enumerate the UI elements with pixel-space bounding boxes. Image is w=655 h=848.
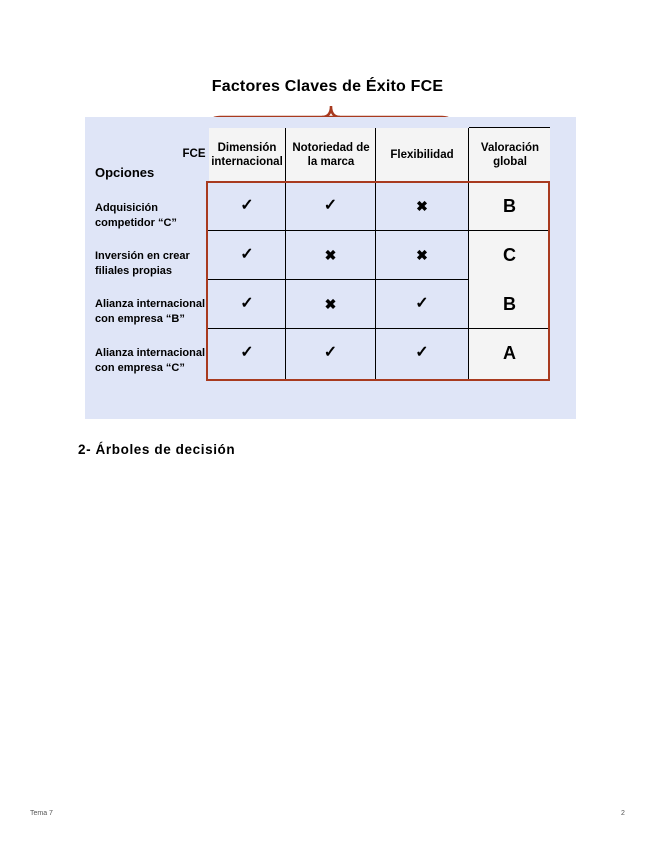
- check-mark-icon: ✓: [240, 197, 254, 214]
- check-mark-icon: ✓: [415, 344, 429, 361]
- valoracion-top-rule: [469, 127, 550, 128]
- page-number: 2: [621, 810, 625, 817]
- check-mark-icon: ✓: [240, 344, 254, 361]
- check-mark-icon: ✓: [415, 295, 429, 312]
- column-header-notoriedad: Notoriedad de la marca: [292, 142, 370, 168]
- cross-mark-icon: ✖: [416, 247, 428, 263]
- column-header-flexibilidad: Flexibilidad: [390, 149, 454, 161]
- cross-mark-icon: ✖: [416, 198, 428, 214]
- row-label: Alianza internacional con empresa “B”: [95, 298, 206, 325]
- cross-mark-icon: ✖: [324, 247, 337, 263]
- section-heading: 2- Árboles de decisión: [78, 442, 236, 457]
- grade-label: B: [503, 196, 516, 216]
- corner-opciones-label: Opciones: [95, 165, 155, 180]
- check-mark-icon: ✓: [240, 295, 254, 312]
- column-header-valoracion: Valoración global: [480, 142, 540, 168]
- cross-mark-icon: ✖: [324, 296, 337, 312]
- row-label: Alianza internacional con empresa “C”: [95, 347, 206, 374]
- corner-fce-label: FCE: [182, 148, 206, 160]
- figure-title: Factores Claves de Éxito FCE: [211, 78, 444, 95]
- check-mark-icon: ✓: [323, 197, 338, 214]
- footer-left: Tema 7: [30, 810, 53, 817]
- row-label: Inversión en crear filiales propias: [95, 250, 190, 277]
- row-label: Adquisición competidor “C”: [95, 202, 177, 229]
- check-mark-icon: ✓: [323, 344, 338, 361]
- grade-label: A: [503, 343, 516, 363]
- column-header-dimension: Dimensión internacional: [211, 142, 283, 168]
- grade-label: B: [503, 294, 516, 314]
- grade-label: C: [503, 245, 516, 265]
- check-mark-icon: ✓: [240, 246, 254, 263]
